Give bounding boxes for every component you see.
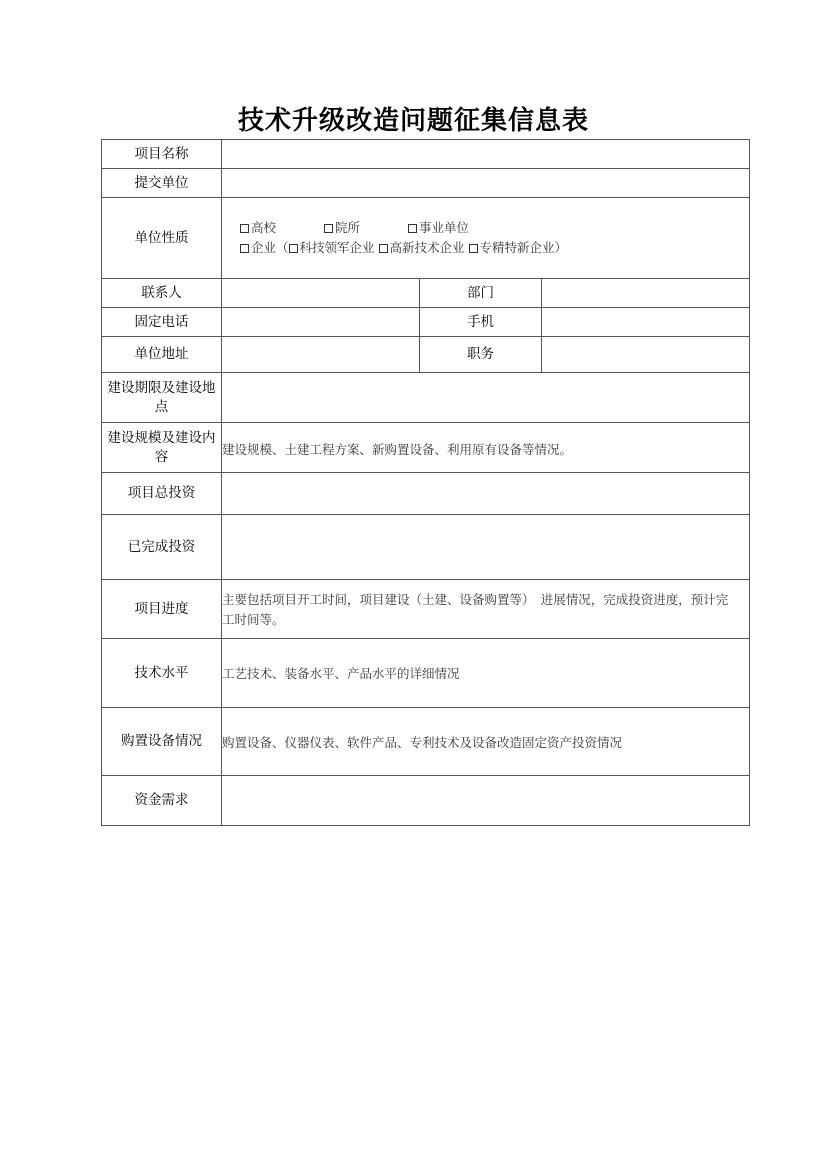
submitting-unit-label: 提交单位 [102, 169, 222, 198]
row-landline [102, 308, 750, 337]
row-tech-level [102, 639, 750, 708]
landline-label: 固定电话 [102, 308, 222, 337]
option-high-tech[interactable]: 高新技术企业 [379, 238, 465, 258]
address-label: 单位地址 [102, 337, 222, 373]
completed-investment-label: 已完成投资 [102, 515, 222, 580]
total-investment-label: 项目总投资 [102, 473, 222, 515]
scale-content-field[interactable]: 建设规模、土建工程方案、新购置设备、利用原有设备等情况。 [222, 423, 750, 473]
contact-label: 联系人 [102, 279, 222, 308]
option-university[interactable]: 高校 [240, 218, 320, 238]
info-form-table [101, 139, 750, 826]
option-institute[interactable]: 院所 [324, 218, 404, 238]
funding-field[interactable] [222, 776, 750, 826]
row-completed-investment [102, 515, 750, 580]
form-title: 技术升级改造问题征集信息表 [237, 106, 589, 136]
tech-level-field[interactable]: 工艺技术、装备水平、产品水平的详细情况 [222, 639, 750, 708]
row-project-name [102, 140, 750, 169]
row-contact [102, 279, 750, 308]
checkbox-icon [240, 224, 249, 233]
completed-investment-field[interactable] [222, 515, 750, 580]
mobile-field[interactable] [542, 308, 750, 337]
option-specialized[interactable]: 专精特新企业 [469, 238, 555, 258]
total-investment-field[interactable] [222, 473, 750, 515]
row-address [102, 337, 750, 373]
department-field[interactable] [542, 279, 750, 308]
option-enterprise[interactable]: 企业（ [240, 238, 289, 258]
row-unit-nature [102, 198, 750, 279]
submitting-unit-field[interactable] [222, 169, 750, 198]
row-scale-content [102, 423, 750, 473]
row-submitting-unit [102, 169, 750, 198]
row-period-location [102, 373, 750, 423]
project-name-label: 项目名称 [102, 140, 222, 169]
landline-field[interactable] [222, 308, 420, 337]
unit-nature-line2 [240, 238, 749, 258]
row-total-investment [102, 473, 750, 515]
option-public-institution[interactable]: 事业单位 [408, 218, 469, 238]
progress-label: 项目进度 [102, 580, 222, 639]
period-location-label: 建设期限及建设地点 [102, 373, 222, 423]
checkbox-icon [469, 244, 478, 253]
funding-label: 资金需求 [102, 776, 222, 826]
scale-content-label: 建设规模及建设内容 [102, 423, 222, 473]
equipment-field[interactable]: 购置设备、仪器仪表、软件产品、专利技术及设备改造固定资产投资情况 [222, 708, 750, 776]
tech-level-label: 技术水平 [102, 639, 222, 708]
checkbox-icon [240, 244, 249, 253]
address-field[interactable] [222, 337, 420, 373]
row-funding [102, 776, 750, 826]
period-location-field[interactable] [222, 373, 750, 423]
checkbox-icon [324, 224, 333, 233]
unit-nature-options [222, 198, 750, 279]
position-field[interactable] [542, 337, 750, 373]
unit-nature-line1 [240, 218, 749, 238]
position-label: 职务 [420, 337, 542, 373]
project-name-field[interactable] [222, 140, 750, 169]
option-tech-leader[interactable]: 科技领军企业 [289, 238, 375, 258]
contact-field[interactable] [222, 279, 420, 308]
close-paren: ） [554, 240, 568, 255]
mobile-label: 手机 [420, 308, 542, 337]
unit-nature-label: 单位性质 [102, 198, 222, 279]
checkbox-icon [379, 244, 388, 253]
progress-field[interactable]: 主要包括项目开工时间，项目建设（土建、设备购置等） 进展情况，完成投资进度，预计完工时间等。 [222, 580, 750, 639]
equipment-label: 购置设备情况 [102, 708, 222, 776]
row-equipment [102, 708, 750, 776]
checkbox-icon [408, 224, 417, 233]
checkbox-icon [289, 244, 298, 253]
department-label: 部门 [420, 279, 542, 308]
row-progress [102, 580, 750, 639]
